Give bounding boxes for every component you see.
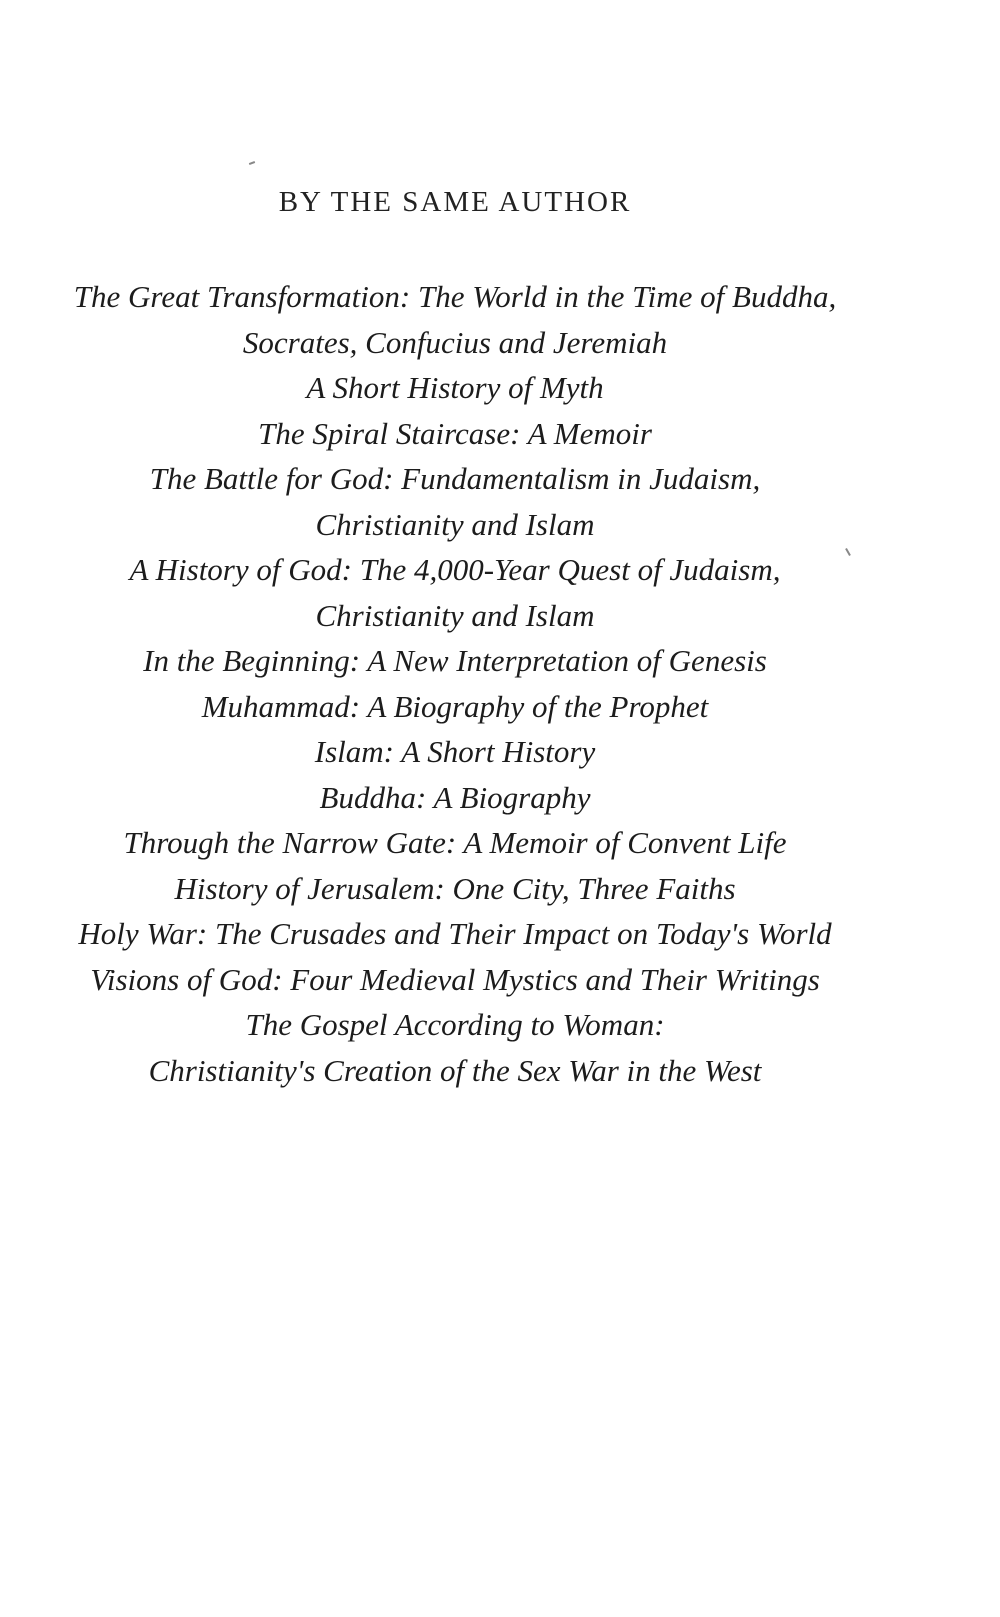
title-line: A Short History of Myth bbox=[306, 370, 604, 405]
title-line: Visions of God: Four Medieval Mystics and Their Writings bbox=[90, 961, 820, 997]
title-line: History of Jerusalem: One City, Three Faiths bbox=[174, 870, 736, 906]
title-line: The Battle for God: Fundamentalism in Judaism, bbox=[149, 461, 761, 496]
book-title bbox=[0, 1002, 910, 1093]
book-title bbox=[0, 638, 910, 684]
book-title bbox=[0, 547, 910, 638]
title-line: The Great Transformation: The World in the Time of Buddha, bbox=[73, 279, 837, 314]
book-title bbox=[0, 365, 910, 411]
scan-mark bbox=[249, 161, 255, 165]
title-line: In the Beginning: A New Interpretation of Genesis bbox=[143, 643, 767, 678]
book-title bbox=[0, 456, 910, 547]
title-line: Christianity and Islam bbox=[315, 506, 595, 542]
title-line: Through the Narrow Gate: A Memoir of Convent Life bbox=[123, 825, 787, 860]
title-line: A History of God: The 4,000-Year Quest of Judaism, bbox=[129, 552, 781, 587]
title-line: The Spiral Staircase: A Memoir bbox=[258, 415, 652, 451]
book-title bbox=[0, 911, 910, 957]
title-line: Islam: A Short History bbox=[314, 734, 596, 769]
title-line: Christianity and Islam bbox=[315, 597, 595, 633]
title-line: Buddha: A Biography bbox=[319, 779, 591, 815]
title-line: The Gospel According to Woman: bbox=[245, 1007, 665, 1042]
title-line: Socrates, Confucius and Jeremiah bbox=[242, 324, 668, 360]
book-title bbox=[0, 684, 910, 730]
page-heading: BY THE SAME AUTHOR bbox=[278, 186, 632, 218]
book-title bbox=[0, 820, 910, 866]
title-line: Christianity's Creation of the Sex War in the West bbox=[148, 1052, 762, 1088]
book-title bbox=[0, 729, 910, 775]
book-title bbox=[0, 411, 910, 457]
book-list bbox=[0, 274, 910, 1093]
title-line: Muhammad: A Biography of the Prophet bbox=[201, 688, 709, 724]
title-line: Holy War: The Crusades and Their Impact on Today's World bbox=[78, 916, 832, 951]
book-title bbox=[0, 274, 910, 365]
book-title bbox=[0, 866, 910, 912]
book-title bbox=[0, 775, 910, 821]
book-title bbox=[0, 957, 910, 1003]
